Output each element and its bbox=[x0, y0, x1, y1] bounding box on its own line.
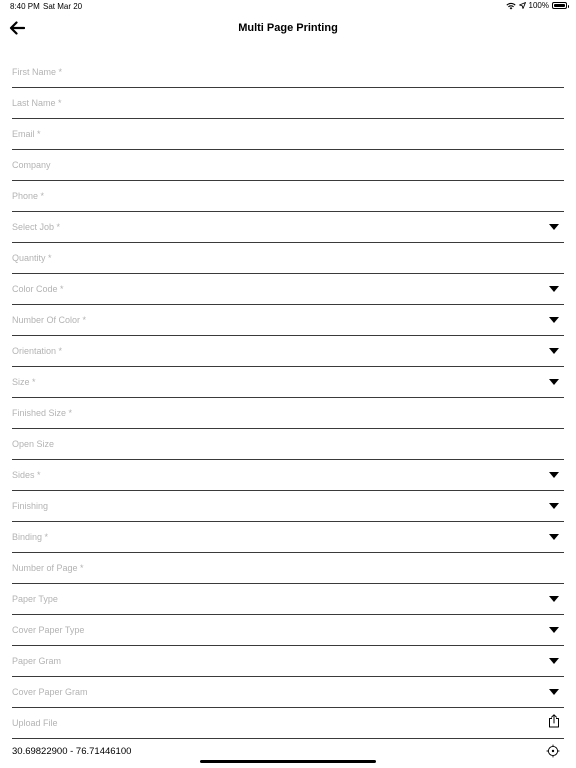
field-placeholder: Upload File bbox=[12, 718, 58, 728]
status-right bbox=[506, 1, 567, 10]
location-coordinates: 30.69822900 - 76.71446100 bbox=[12, 746, 132, 757]
field-placeholder: Cover Paper Type bbox=[12, 625, 85, 635]
quantity-input[interactable] bbox=[12, 243, 564, 274]
home-indicator bbox=[200, 760, 376, 763]
dropdown-caret-icon[interactable] bbox=[548, 624, 560, 636]
share-upload-icon[interactable] bbox=[548, 715, 560, 727]
first-name-input[interactable] bbox=[12, 57, 564, 88]
select-job-select[interactable] bbox=[12, 212, 564, 243]
dropdown-caret-icon[interactable] bbox=[548, 376, 560, 388]
field-placeholder: Color Code * bbox=[12, 284, 64, 294]
paper-gram-select[interactable] bbox=[12, 646, 564, 677]
field-placeholder: Last Name * bbox=[12, 98, 62, 108]
wifi-icon bbox=[506, 2, 516, 10]
field-placeholder: Phone * bbox=[12, 191, 45, 201]
finished-size-input[interactable] bbox=[12, 398, 564, 429]
number-of-color-select[interactable] bbox=[12, 305, 564, 336]
status-date: Sat Mar 20 bbox=[43, 2, 83, 11]
field-placeholder: Number Of Color * bbox=[12, 315, 87, 325]
field-placeholder: Company bbox=[12, 160, 51, 170]
finishing-select[interactable] bbox=[12, 491, 564, 522]
binding-select[interactable] bbox=[12, 522, 564, 553]
email-input[interactable] bbox=[12, 119, 564, 150]
battery-icon bbox=[552, 2, 567, 9]
field-placeholder: Size * bbox=[12, 377, 36, 387]
sides-select[interactable] bbox=[12, 460, 564, 491]
open-size-input[interactable] bbox=[12, 429, 564, 460]
location-arrow-icon bbox=[519, 2, 526, 9]
dropdown-caret-icon[interactable] bbox=[548, 221, 560, 233]
dropdown-caret-icon[interactable] bbox=[548, 686, 560, 698]
cover-paper-type-select[interactable] bbox=[12, 615, 564, 646]
field-placeholder: Email * bbox=[12, 129, 41, 139]
dropdown-caret-icon[interactable] bbox=[548, 500, 560, 512]
dropdown-caret-icon[interactable] bbox=[548, 314, 560, 326]
field-placeholder: Paper Gram bbox=[12, 656, 62, 666]
locate-button[interactable] bbox=[546, 744, 560, 758]
color-code-select[interactable] bbox=[12, 274, 564, 305]
last-name-input[interactable] bbox=[12, 88, 564, 119]
status-time: 8:40 PM bbox=[10, 2, 40, 11]
field-placeholder: Quantity * bbox=[12, 253, 52, 263]
dropdown-caret-icon[interactable] bbox=[548, 531, 560, 543]
dropdown-caret-icon[interactable] bbox=[548, 283, 560, 295]
field-placeholder: Open Size bbox=[12, 439, 55, 449]
dropdown-caret-icon[interactable] bbox=[548, 345, 560, 357]
page-title: Multi Page Printing bbox=[238, 22, 338, 34]
orientation-select[interactable] bbox=[12, 336, 564, 367]
field-placeholder: Paper Type bbox=[12, 594, 58, 604]
phone-input[interactable] bbox=[12, 181, 564, 212]
dropdown-caret-icon[interactable] bbox=[548, 593, 560, 605]
field-placeholder: Cover Paper Gram bbox=[12, 687, 88, 697]
company-input[interactable] bbox=[12, 150, 564, 181]
battery-percent: 100% bbox=[528, 1, 549, 10]
size-select[interactable] bbox=[12, 367, 564, 398]
form bbox=[0, 57, 576, 739]
field-placeholder: Finishing bbox=[12, 501, 49, 511]
field-placeholder: Binding * bbox=[12, 532, 49, 542]
status-bar bbox=[0, 0, 576, 14]
locate-icon bbox=[546, 744, 560, 758]
field-placeholder: Select Job * bbox=[12, 222, 61, 232]
dropdown-caret-icon[interactable] bbox=[548, 655, 560, 667]
field-placeholder: Finished Size * bbox=[12, 408, 73, 418]
location-row bbox=[12, 740, 564, 760]
upload-file-field[interactable] bbox=[12, 708, 564, 739]
field-placeholder: Sides * bbox=[12, 470, 41, 480]
field-placeholder: First Name * bbox=[12, 67, 63, 77]
number-of-page-input[interactable] bbox=[12, 553, 564, 584]
field-placeholder: Orientation * bbox=[12, 346, 63, 356]
field-placeholder: Number of Page * bbox=[12, 563, 84, 573]
cover-paper-gram-select[interactable] bbox=[12, 677, 564, 708]
paper-type-select[interactable] bbox=[12, 584, 564, 615]
dropdown-caret-icon[interactable] bbox=[548, 469, 560, 481]
nav-bar bbox=[0, 14, 576, 44]
